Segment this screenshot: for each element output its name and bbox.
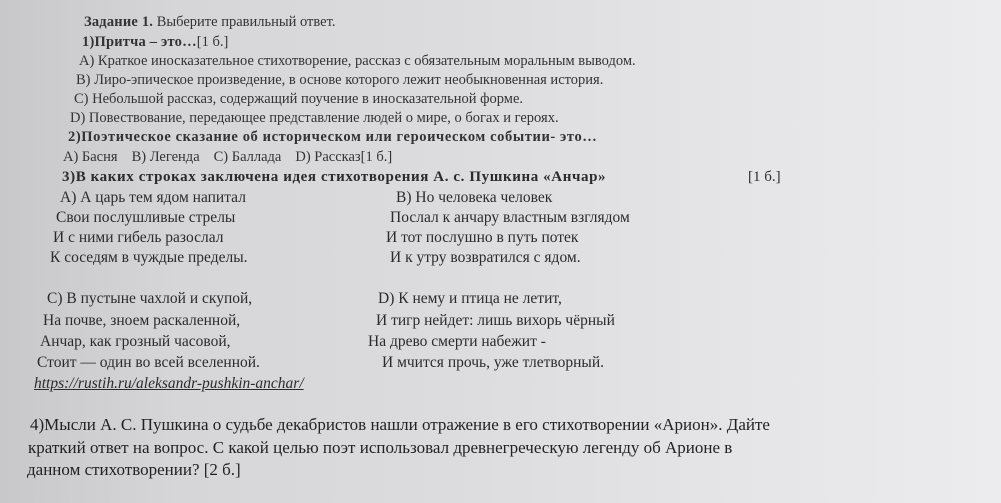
question-1-label (82, 35, 228, 50)
question-3-option-b-line-2: Послал к анчару властным взглядом (390, 209, 630, 226)
question-2-points: [1 б.] (360, 149, 393, 165)
question-3-option-c-line-3: Анчар, как грозный часовой, (40, 333, 231, 350)
question-3-option-c-line-2: На почве, зноем раскаленной, (43, 312, 241, 329)
question-1-option-b: В) Лиро-эпическое произведение, в основе которого лежит необыкновенная история. (76, 72, 604, 88)
question-4-line-1: 4)Мысли А. С. Пушкина о судьбе декабристов нашли отражение в его стихотворении «Арион». Дайте (30, 415, 770, 434)
question-2-option-d: D) Рассказ (295, 149, 361, 165)
question-4-line-3 (27, 461, 241, 478)
question-4-line-2: краткий ответ на вопрос. С какой целью поэт использовал древнегреческую легенду об Арионе в (28, 438, 733, 457)
question-3-option-b-line-3: И тот послушно в путь потек (386, 229, 579, 246)
question-3-option-a-line-4: К соседям в чуждые пределы. (50, 249, 248, 266)
question-1-option-a: А) Краткое иносказательное стихотворение, рассказ с обязательным моральным выводом. (79, 53, 636, 69)
question-2-option-b: В) Легенда (131, 149, 200, 165)
question-3-option-d-line-4: И мчится прочь, уже тлетворный. (382, 354, 604, 371)
question-3-option-a-line-2: Свои послушливые стрелы (56, 209, 236, 226)
question-3-option-b-line-1: В) Но человека человек (396, 189, 553, 206)
question-1-points: [1 б.] (196, 34, 229, 50)
question-3-option-d-line-2: И тигр нейдет: лишь вихорь чёрный (376, 312, 615, 329)
question-3-option-c-line-4: Стоит — один во всей вселенной. (37, 354, 260, 371)
question-4-line-3-text: данном стихотворении? (27, 460, 200, 479)
task-title (84, 15, 335, 30)
source-link[interactable]: https://rustih.ru/aleksandr-pushkin-anchar/ (34, 375, 304, 392)
question-3-points: [1 б.] (748, 169, 781, 185)
question-3-option-c-line-1: С) В пустыне чахлой и скупой, (47, 290, 253, 307)
question-2-options (63, 150, 392, 165)
question-2-option-c: С) Баллада (213, 149, 282, 165)
question-3-option-a-line-3: И с ними гибель разослал (53, 229, 224, 246)
question-1-option-d: D) Повествование, передающее представление людей о мире, о богах и героях. (70, 110, 559, 126)
question-3-label: 3)В каких строках заключена идея стихотворения А. с. Пушкина «Анчар» (62, 169, 607, 185)
question-3-option-b-line-4: И к утру возвратился с ядом. (390, 249, 581, 266)
question-2-label: 2)Поэтическое сказание об историческом или героическом событии- это… (68, 129, 598, 145)
question-1-option-c: С) Небольшой рассказ, содержащий поучение в иносказательной форме. (74, 91, 524, 107)
question-3-option-d-line-1: D) К нему и птица не летит, (378, 290, 562, 307)
question-3-option-d-line-3: На древо смерти набежит - (368, 333, 546, 350)
task-title-bold: Задание 1. (84, 14, 154, 30)
question-2-option-a: А) Басня (63, 149, 118, 165)
question-4-points: [2 б.] (203, 460, 241, 479)
task-title-rest: Выберите правильный ответ. (153, 14, 336, 30)
question-3-option-a-line-1: А) А царь тем ядом напитал (60, 189, 246, 206)
question-1-text: 1)Притча – это… (82, 34, 197, 50)
